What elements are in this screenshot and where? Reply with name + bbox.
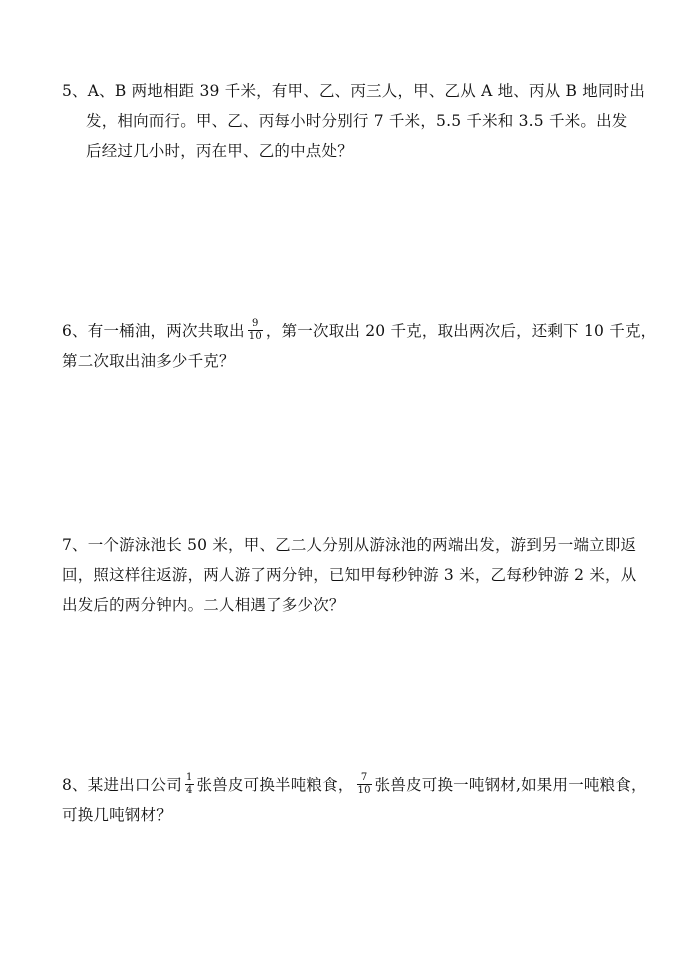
problem-6-text-after-fraction: ，第一次取出 20 千克，取出两次后，还剩下 10 千克， <box>265 322 657 340</box>
problem-5-line-3: 后经过几小时，丙在甲、乙的中点处？ <box>86 142 353 160</box>
fraction-denominator: 4 <box>185 784 193 796</box>
problem-8 <box>62 770 647 830</box>
problem-7-line-1: 7、一个游泳池长 50 米，甲、乙二人分别从游泳池的两端出发，游到另一端立即返 <box>62 536 637 554</box>
problem-7-line-2: 回，照这样往返游，两人游了两分钟，已知甲每秒钟游 3 米，乙每秒钟游 2 米，从 <box>62 566 637 584</box>
fraction-one-quarter <box>185 773 194 796</box>
fraction-numerator: 1 <box>185 771 193 783</box>
problem-7 <box>62 530 644 620</box>
problem-6-line-2: 第二次取出油多少千克？ <box>62 352 235 370</box>
fraction-denominator: 10 <box>248 330 262 342</box>
problem-6-text-before-fraction: 6、有一桶油，两次共取出 <box>62 322 245 340</box>
problem-8-text-before-fraction: 8、某进出口公司 <box>62 776 182 794</box>
fraction-seven-tenths <box>357 773 372 796</box>
fraction-nine-tenths <box>248 319 263 342</box>
problem-7-line-3: 出发后的两分钟内。二人相遇了多少次？ <box>62 596 345 614</box>
problem-5-line-1: 5、A、B 两地相距 39 千米，有甲、乙、丙三人，甲、乙从 A 地、丙从 B 地同时出 <box>62 82 646 100</box>
problem-6-line-1 <box>62 316 657 346</box>
problem-8-line-2: 可换几吨钢材？ <box>62 806 172 824</box>
problem-5 <box>62 76 644 166</box>
problem-6 <box>62 316 657 376</box>
fraction-numerator: 9 <box>248 319 263 331</box>
problem-8-text-middle: 张兽皮可换半吨粮食， <box>196 776 354 794</box>
problem-8-text-after-fraction: 张兽皮可换一吨钢材,如果用一吨粮食， <box>374 776 647 794</box>
problem-5-line-2: 发，相向而行。甲、乙、丙每小时分别行 7 千米，5.5 千米和 3.5 千米。出发 <box>86 112 628 130</box>
fraction-numerator: 7 <box>357 773 372 785</box>
fraction-denominator: 10 <box>357 784 371 796</box>
problem-8-line-1 <box>62 770 647 800</box>
